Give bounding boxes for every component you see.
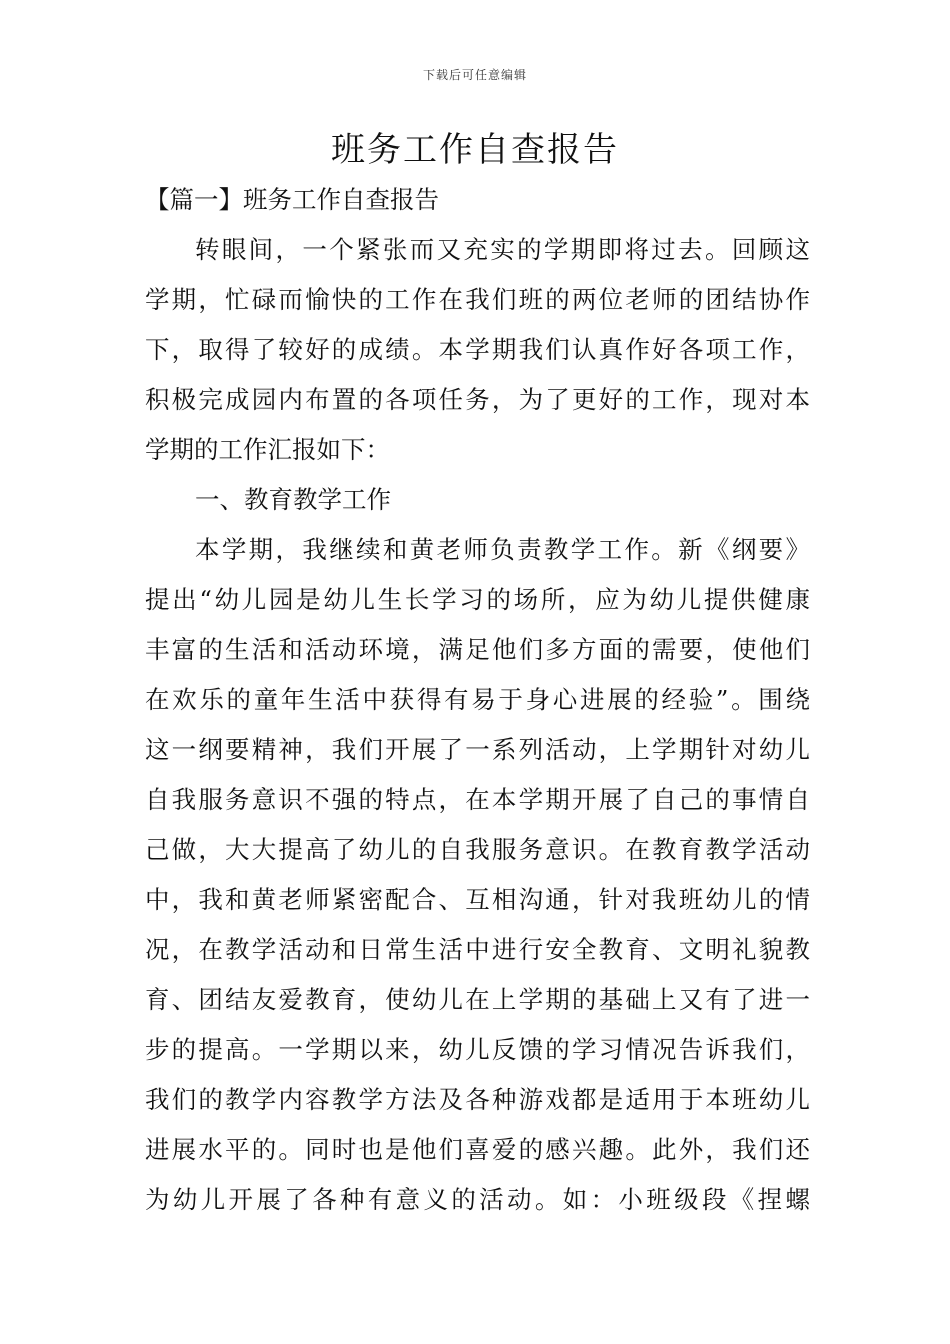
body-line: 一、教育教学工作 bbox=[195, 485, 391, 514]
body-line: 学期，忙碌而愉快的工作在我们班的两位老师的团结协作 bbox=[145, 285, 810, 314]
body-line: 在欢乐的童年生活中获得有易于身心进展的经验”。围绕 bbox=[145, 685, 810, 714]
document-title: 班务工作自查报告 bbox=[331, 130, 619, 170]
body-line: 提出“幼儿园是幼儿生长学习的场所，应为幼儿提供健康 bbox=[145, 585, 810, 614]
body-line: 育、团结友爱教育，使幼儿在上学期的基础上又有了进一 bbox=[145, 985, 810, 1014]
body-line: 本学期，我继续和黄老师负责教学工作。新《纲要》 bbox=[195, 535, 810, 564]
body-line: 自我服务意识不强的特点，在本学期开展了自己的事情自 bbox=[145, 785, 810, 814]
body-line: 我们的教学内容教学方法及各种游戏都是适用于本班幼儿 bbox=[145, 1085, 810, 1114]
document-body bbox=[145, 175, 810, 1225]
header-note: 下载后可任意编辑 bbox=[422, 68, 527, 82]
body-line: 下，取得了较好的成绩。本学期我们认真作好各项工作， bbox=[145, 335, 810, 364]
body-line: 中，我和黄老师紧密配合、互相沟通，针对我班幼儿的情 bbox=[145, 885, 810, 914]
body-line: 学期的工作汇报如下： bbox=[145, 435, 390, 464]
body-line: 进展水平的。同时也是他们喜爱的感兴趣。此外，我们还 bbox=[145, 1135, 810, 1164]
body-line: 这一纲要精神，我们开展了一系列活动，上学期针对幼儿 bbox=[145, 735, 810, 764]
body-line: 况，在教学活动和日常生活中进行安全教育、文明礼貌教 bbox=[145, 935, 810, 964]
body-line: 转眼间，一个紧张而又充实的学期即将过去。回顾这 bbox=[195, 235, 810, 264]
body-line: 丰富的生活和活动环境，满足他们多方面的需要，使他们 bbox=[145, 635, 810, 664]
body-line: 【篇一】班务工作自查报告 bbox=[145, 185, 439, 214]
body-line: 积极完成园内布置的各项任务，为了更好的工作，现对本 bbox=[145, 385, 810, 414]
body-line: 己做，大大提高了幼儿的自我服务意识。在教育教学活动 bbox=[145, 835, 810, 864]
body-line: 为幼儿开展了各种有意义的活动。如：小班级段《捏螺 bbox=[145, 1185, 810, 1214]
body-line: 步的提高。一学期以来，幼儿反馈的学习情况告诉我们， bbox=[145, 1035, 810, 1064]
